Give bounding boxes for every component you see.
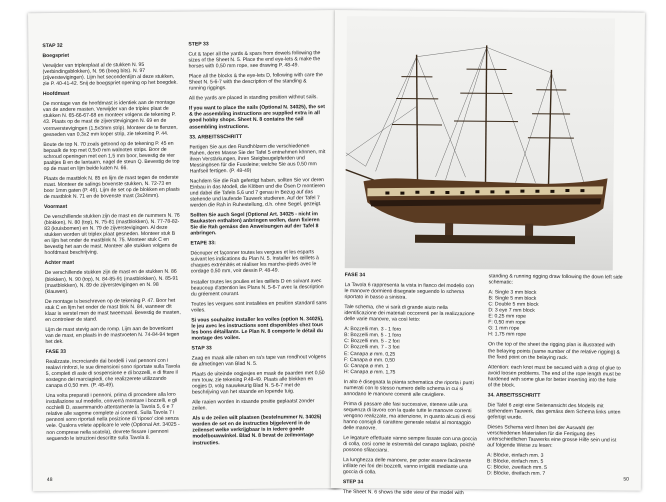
list-item: D: 3 eye 7 mm block [488,308,622,315]
body-paragraph: Place all the blocks & the eye-lets D, following with care the Sheet N. 5-6-7 with the description of the standing & running riggings. [189,72,325,92]
body-paragraph: La lunghezza delle manovre, per poter essere facilmente infilate nei fori dei bozzelli, vanno irrigiditi mediante una goccia di colla. [343,457,477,476]
right-page-number: 50 [623,477,629,483]
body-paragraph: Plaats de uiteinde oogjesjes en maak de paarden met 0,50 mm touw, zie tekening P.48-49. Plaats alle blokken en oogjes D, volg nauwkeurig Blad N. 5-6-7 met de beschrijving van het staande en lopende tuig. [192,370,328,396]
body-paragraph: La Tavola 6 rappresenta la vista in fianco del modello con le manovre dormienti disegnate seguendo lo schema riportato in basso a sinistra. [344,282,478,301]
list-item: B: Bozzelli mm. 5 - 1 foro [344,332,478,339]
body-paragraph: Tale schema, che vi sarà di grande aiuto nella identificazione dei materiali occorrenti per la realizzazione delle varie manovre, va così letto: [344,304,478,323]
section-heading: 33. ARBEITSSCHRITT [189,133,325,140]
list-item: E: Canapa ø mm. 0,25 [344,351,478,358]
body-paragraph: On the top of the sheet the rigging plan is illustrated with the belaying points (same number of the relative rigging) & the fixed point on the belaying rack. [488,342,622,361]
body-paragraph: Attention: each knot must be secured with a drop of glue to avoid loosen problems. The end of the rope length must be hardened with some glue for better inserting into the hole of the block. [488,364,622,389]
list-item: D: Bozzelli mm. 7 - 3 fori [344,345,478,352]
section-heading: FASE 34 [345,272,479,279]
list-item: C: Blöcke, zweifach mm. 5 [487,465,621,472]
body-paragraph: Dieses Schema wird Ihnen bei der Auswahl der verschiedenen Materialien für die Fertigung des unterschiedlichen Tauwerks eine grosse Hilfe sein und ist auf folgende Weise zu lesen: [487,424,621,449]
body-paragraph: Installer toutes les poulies et les œillets D en suivant avec beaucoup d'attention les Plans N. 5-6-7 avec la description du gréement courant. [191,278,327,298]
left-page-column-2 [188,40,328,450]
body-paragraph: Le legature effettuate vanno sempre fissate con una goccia di colla, così come le estremità del canapo tagliato, poiché possono sfilacciarsi. [343,435,477,454]
list-item: C: Double 5 mm block [488,302,622,309]
ship-model-photo [345,16,615,270]
body-paragraph: De montage is beschreven op de tekening P. 47. Boor het stuk C en lijm het onder de mast blok N. 84, wanneer dit klaar is verstel men de mast tweemaal. Bevestig de masten, en controleer de stand. [45,297,181,323]
list-item: C: Bozzelli mm. 5 - 2 fori [344,339,478,346]
body-paragraph: All the yards are placed in standing position without sails. [189,94,325,101]
body-paragraph: Cut & taper all the yards & spars from dowels following the sizes of the Sheet N. 5. Place the end eye-lets & make the horses with 0,50 mm rope, see drawing P. 48-49. [188,50,324,70]
list-item: B: Single 5 mm block [488,295,622,302]
body-paragraph: The Sheet N. 6 shows the side view of the model with [343,489,477,496]
body-paragraph: De montage van de hoofdmast is identiek aan de montage van de andere masten. Verwijder van de triplex plaat de stukken N. 65-66-67-68 en monteer volgens de tekening P. 43. Plaats op de mast de zijverstevigingen N. 69 en de vormverstevigingen (1,5x3mm strip). Monteer de te flenzen, gesneden van 0,3x2 mm koper strip, zie tekening P. 44. [43,100,179,138]
section-heading: ETAPE 33: [190,239,326,246]
body-paragraph: Fertigen Sie aus den Rundhölzern die verschiedenen Rahen, deren Masse Sie der Tafel 5 entnehmen können, mit ihren Verstärkungen, ihren Steigbeugelpferden und Messingösen für die Fussleine; welche Sie aus 0,50 mm Hanfseil fertigen. (P. 48-49) [189,143,325,175]
body-paragraph: Die Tafel 6 zeigt eine Seitenansicht des Modells mit stehendem Tauwerk, das gemäss dem Schema links unten gefertigt wurde. [487,402,621,421]
list-item: A: Single 3 mm block [489,289,623,296]
section-heading: Achter mast [45,259,181,266]
list-item: H: 1,75 mm rope [488,332,622,339]
right-page-column-2 [487,273,623,482]
body-paragraph: If you want to place the sails (Optional N. 34025), the set & the assembling instructions are supplied extra in all good hobby shops. Sheet N. 8 contains the sail assembling instructions. [189,104,325,130]
left-page [28,10,340,491]
body-paragraph: In alto è disegnata la pianta schematica che riporta i punti numerati con lo stesso numero dello schema in cui si annodano le manovre correnti alle cavigliere. [344,379,478,398]
section-heading: STAP 32 [42,42,178,49]
list-item: F: Canapa ø mm. 0,50 [344,357,478,364]
body-paragraph: Toutes les vergues sont installées en position standard sans voiles. [191,300,327,314]
list-item: A: Bozzelli mm. 3 - 1 foro [344,326,478,333]
material-list [344,326,478,376]
list-item: F: 0,50 mm rope [488,320,622,327]
body-paragraph: Alle raaien worden in staande positie geplaatst zonder zeilen. [192,398,328,412]
right-page-column-1 [343,272,479,501]
body-paragraph: Verwijder van triplexplaat al de stukken N. 95 (verbindingsblokken), N. 96 (boeg bits). N. 97 (zijverstevigingen). Lijm het secondentijm al deze stukken, zie P. 40-41-42. Snij de boegspriet opening op het boegdek. [43,62,179,88]
section-heading: 34. ARBEITSSCHRITT [488,392,622,399]
left-page-number: 48 [47,477,53,483]
body-paragraph: Realizzate, incrociando dai bordelli i vari pennoni con i realavi rinforzi, le sue dimensioni sono riportate sulla Tavola 5, completi di aste di sospensione e di bozzelli, e di fitare il sostegno dei marciapiedi, che realizzerete utilizzando canapa d 0,50 mm. (P. 48-49). [46,358,182,390]
section-heading: Hoofdmast [43,90,179,97]
list-item: G: Canapa ø mm. 1 [344,363,478,370]
body-paragraph: standing & running rigging draw following the down left side schematic: [489,273,623,286]
list-item: H: Canapa ø mm. 1,75 [344,369,478,376]
body-paragraph: Boute de top N. 70 zoals getoond op de tekening P. 45 en bepaalk de top met 0,5x0 mm walnoten strips. Boor de schroud openingen met een 1,5 mm boor, bevestig de vier paaltjes B en de lantaarn, nagel de steun Q. Bevestig de top op de mast en lijm beide katen N. 66. [43,140,179,172]
list-item: E: 0,25 mm rope [488,314,622,321]
section-heading: FASE 33 [46,348,182,355]
list-item: B: Blöcke, einfach mm. 5 [487,459,621,466]
body-paragraph: Lijm de mast stevig aan de romp. Lijm aan de bovenkant van de mast, en plaats in de mastvoeten N. 74-84-94 tegen het dek. [45,325,181,345]
body-paragraph: Als u de zeilen wilt plaatsen (bestelnummer N. 34025) worden de set en de instructies bijgeleverd in de zeilenset welke verkrijgbaar is in iedere goede modelbouwwinkel. Blad N. 8 bevat de zeilmontage instructies. [192,414,328,446]
section-heading: STEP 34 [343,479,477,486]
body-paragraph: De verschillende stukken zijn de mast en de nummers N. 76 (blokken), N. 80 (top), N. 75-81 (mastblokken), N. 77-78-82-83 (kruisbomen) en N. 79 de zijverstevigingen. Al deze stukken worden uit triplex plaat gesneden. Monteer stuk B en lijm het onder de mastblok N. 75. Monteer stuk C en bevestig het aan de mast. Monteer alle stukken volgens de hoofdmast beschrijving. [44,213,180,257]
right-page [331,10,645,491]
material-list [487,453,621,478]
body-paragraph: Si vous souhaitez installer les voiles (option N. 34025), le jeu avec les instructions sont disponibles chez tous les bons détaillants. Le Plan N. 8 comporte le détail du montage des voiles. [191,316,327,342]
body-paragraph: Découper et façonner toutes les vergues et les esparts suivant les indications du Plan N. 5. Installer les œillets à chaques extrémités et réaliser les marche-pieds avec le cordage 0,50 mm, voir dessin P. 48-49. [191,249,327,275]
body-paragraph: Sollten Sie auch Segel (Optional Art. 34025 - nicht im Baukasten enthalten) anbringen wollen, dann fixieren Sie die Rah gemäss den Anweisungen auf der Tafel 8 anbringen. [190,211,326,237]
list-item: D: Blöcke, dreifach mm. 7 [487,471,621,478]
section-heading: Voormast [44,203,180,210]
section-heading: STEP 33 [188,40,324,47]
body-paragraph: Plaats de mastblok N. 85 en lijm de mast tegen de onderste mast. Monteer de salings bovenste stukken, N. 72-73 en boor 1mm gaten (P. 46). Lijm de set op de blokken en plaats de mastblok N. 71 en de bovenste mast (3x24mm). [44,174,180,200]
list-item: G: 1 mm rope [488,326,622,333]
left-page-column-1 [42,42,182,446]
section-heading: STAP 33 [192,344,328,351]
body-paragraph: De verschillende stukken zijn de mast en de stukken N. 86 (blokken), N. 90 (top), N. 84-85-91 (mastblokken), N. 85-91 (mastblokken), N. 89 de zijverstevigingen en N. 98 (klauwen). [45,269,181,295]
body-paragraph: Zaag en maak alle rahen en ra's tape van rondhout volgens de afmetingen van Blad N. 5. [192,354,328,368]
list-item: A: Blöcke, einfach mm. 3 [487,453,621,460]
ship-model-illustration [345,16,615,270]
material-list [488,289,622,339]
body-paragraph: Una volta preparati i pennoni, prima di procedere alla loro installazione sul modello, converrà montare i bozzelli, e gli occhielli D, assemmando attentamente la Tavola 5, 6 e 7 relative alle sagome complete ai correnti. Sulla Tavola 7 i pennoni sono riportati nella posizione di 'riposo' cioè senza vele. Qualora volete applicare le vele (Optional Art. 34025 - non comprese nella scatola), dovrete fissare i pennoni seguendo le istruzioni descritte sulla Tavola 8. [46,392,182,442]
body-paragraph: Prima di passare alle fasi successive, ritenere utile una sequenza di lavoro con la quale tutte le manovre correnti vengono realizzate, ma attenzione, in quanto alcuni di essi hanno consigli di carattere generale relativi al montaggio delle manovre. [343,401,477,432]
section-heading: Boegspriet [42,52,178,59]
body-paragraph: Nachdem Sie die Rah gefertigt haben, sollten Sie vor deren Einbau in das Modell, die Klöben und die Ösen D montieren und dabei die Tafeln 5,6 und 7 genau in Bezug auf das stehende und laufende Tauwerk studieren. Auf der Tafel 7 werden die Rah in Ruhestellung, d.h. ohne Segel, gezeigt. [190,177,326,209]
